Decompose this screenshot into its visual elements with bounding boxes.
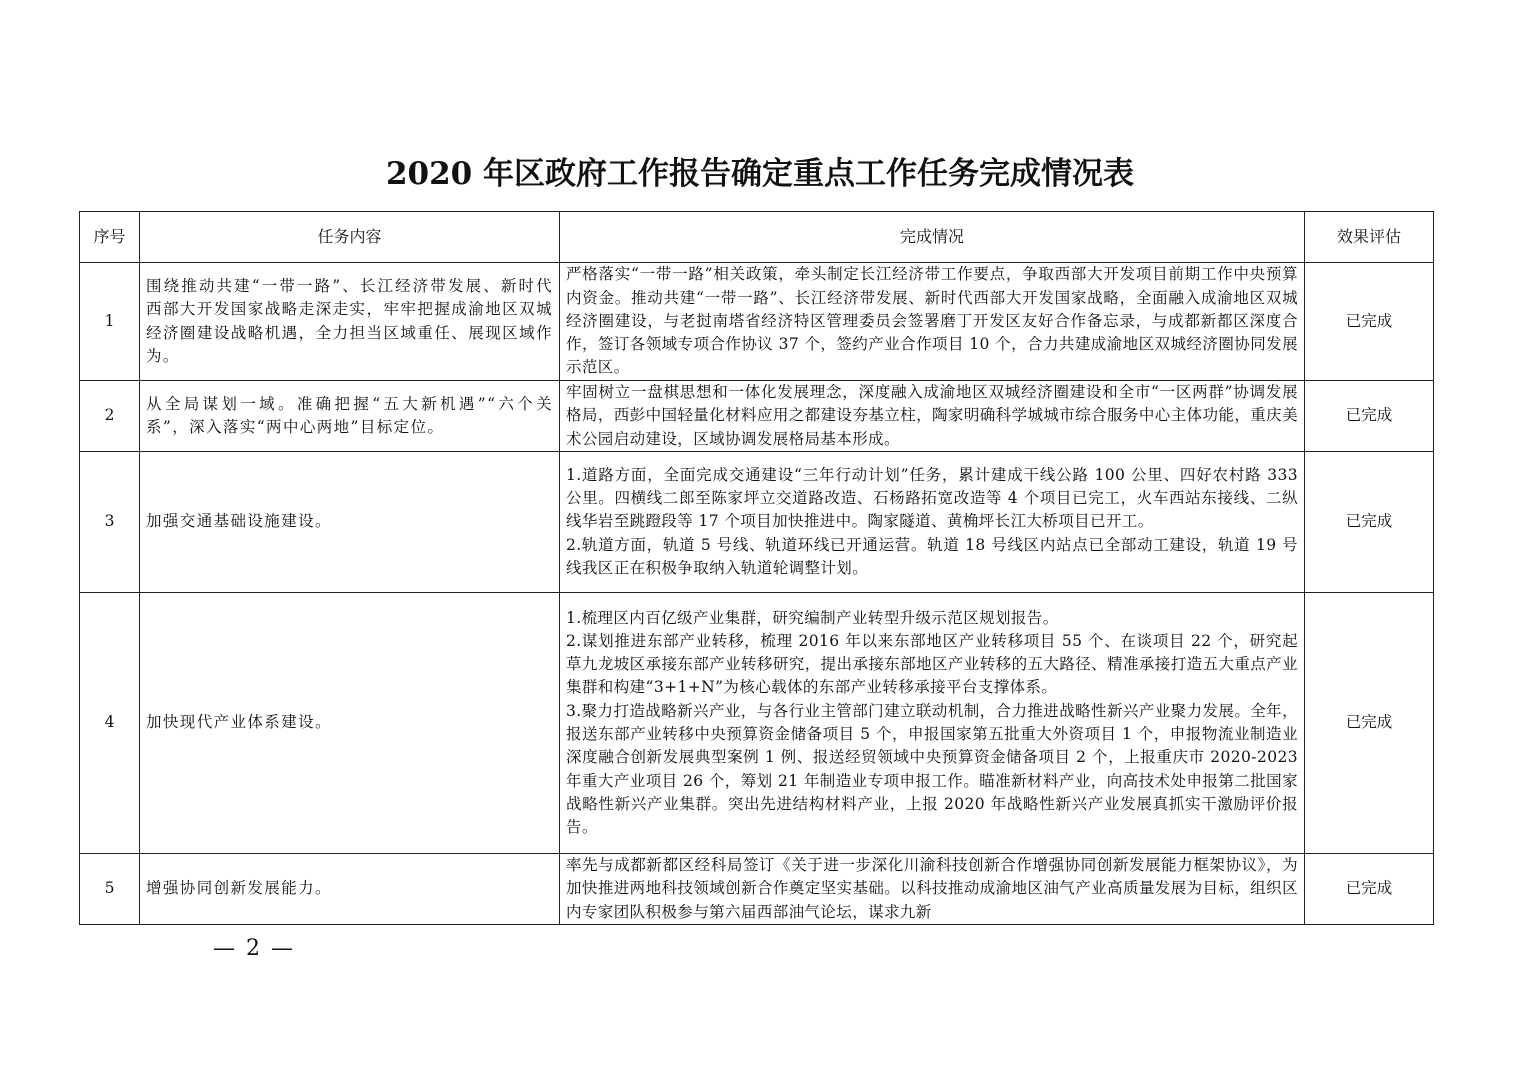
evaluation: 已完成 [1305, 593, 1434, 854]
row-number: 1 [80, 263, 140, 381]
row-number: 3 [80, 452, 140, 593]
completion-status [560, 854, 1305, 925]
status-paragraph: 1.道路方面，全面完成交通建设“三年行动计划”任务，累计建成干线公路 100 公里、四好农村路 333 公里。四横线二郎至陈家坪立交道路改造、石杨路拓宽改造等 4 个项目已完工，火车西站东接线、二纵线华岩至跳蹬段等 17 个项目加快推进中。陶家隧道、黄桷坪长江大桥项目已开工。 [566, 465, 1298, 531]
page-title: 2020 年区政府工作报告确定重点工作任务完成情况表 [385, 156, 1135, 192]
task-content: 加强交通基础设施建设。 [140, 452, 560, 593]
table-row [80, 854, 1434, 925]
completion-status [560, 263, 1305, 381]
header-task: 任务内容 [140, 212, 560, 263]
task-content: 增强协同创新发展能力。 [140, 854, 560, 925]
table-row [80, 381, 1434, 452]
page-number: — 2 — [213, 936, 295, 961]
evaluation: 已完成 [1305, 854, 1434, 925]
task-table [79, 211, 1434, 925]
status-paragraph: 牢固树立一盘棋思想和一体化发展理念，深度融入成渝地区双城经济圈建设和全市“一区两群”协调发展格局，西彭中国轻量化材料应用之都建设夯基立柱，陶家明确科学城城市综合服务中心主体功能，重庆美术公园启动建设，区域协调发展格局基本形成。 [566, 383, 1298, 448]
row-number: 4 [80, 593, 140, 854]
table-row [80, 593, 1434, 854]
status-paragraph: 2.轨道方面，轨道 5 号线、轨道环线已开通运营。轨道 18 号线区内站点已全部动工建设，轨道 19 号线我区正在积极争取纳入轨道轮调整计划。 [566, 535, 1298, 577]
header-no: 序号 [80, 212, 140, 263]
table-row [80, 263, 1434, 381]
task-content: 加快现代产业体系建设。 [140, 593, 560, 854]
row-number: 5 [80, 854, 140, 925]
completion-status [560, 381, 1305, 452]
evaluation: 已完成 [1305, 263, 1434, 381]
task-content: 从全局谋划一域。准确把握“五大新机遇”“六个关系”，深入落实“两中心两地”目标定位。 [140, 381, 560, 452]
row-number: 2 [80, 381, 140, 452]
header-status: 完成情况 [560, 212, 1305, 263]
evaluation: 已完成 [1305, 452, 1434, 593]
completion-status [560, 593, 1305, 854]
header-eval: 效果评估 [1305, 212, 1434, 263]
status-paragraph: 2.谋划推进东部产业转移，梳理 2016 年以来东部地区产业转移项目 55 个、在谈项目 22 个，研究起草九龙坡区承接东部产业转移研究，提出承接东部地区产业转移的五大路径、精准承接打造五大重点产业集群和构建“3+1+N”为核心载体的东部产业转移承接平台支撑体系。 [566, 631, 1298, 697]
table-header-row [80, 212, 1434, 263]
status-paragraph: 率先与成都新都区经科局签订《关于进一步深化川渝科技创新合作增强协同创新发展能力框架协议》，为加快推进两地科技领域创新合作奠定坚实基础。以科技推动成渝地区油气产业高质量发展为目标，组织区内专家团队积极参与第六届西部油气论坛，谋求九新 [566, 856, 1298, 921]
status-paragraph: 1.梳理区内百亿级产业集群，研究编制产业转型升级示范区规划报告。 [566, 608, 1059, 627]
table-row [80, 452, 1434, 593]
completion-status [560, 452, 1305, 593]
status-paragraph: 3.聚力打造战略新兴产业，与各行业主管部门建立联动机制，合力推进战略性新兴产业聚力发展。全年，报送东部产业转移中央预算资金储备项目 5 个，申报国家第五批重大外资项目 1 个，申报物流业制造业深度融合创新发展典型案例 1 例、报送经贸领域中央预算资金储备项目 2 个，上报重庆市 2020-2023 年重大产业项目 26 个，筹划 21 年制造业专项申报工作。瞄准新材料产业，向高技术处申报第二批国家战略性新兴产业集群。突出先进结构材料产业，上报 2020 年战略性新兴产业发展真抓实干激励评价报告。 [566, 701, 1298, 837]
evaluation: 已完成 [1305, 381, 1434, 452]
status-paragraph: 严格落实“一带一路”相关政策，牵头制定长江经济带工作要点，争取西部大开发项目前期工作中央预算内资金。推动共建“一带一路”、长江经济带发展、新时代西部大开发国家战略，全面融入成渝地区双城经济圈建设，与老挝南塔省经济特区管理委员会签署磨丁开发区友好合作备忘录，与成都新都区深度合作，签订各领域专项合作协议 37 个，签约产业合作项目 10 个，合力共建成渝地区双城经济圈协同发展示范区。 [566, 265, 1298, 377]
task-content: 围绕推动共建“一带一路”、长江经济带发展、新时代西部大开发国家战略走深走实，牢牢把握成渝地区双城经济圈建设战略机遇，全力担当区域重任、展现区域作为。 [140, 263, 560, 381]
